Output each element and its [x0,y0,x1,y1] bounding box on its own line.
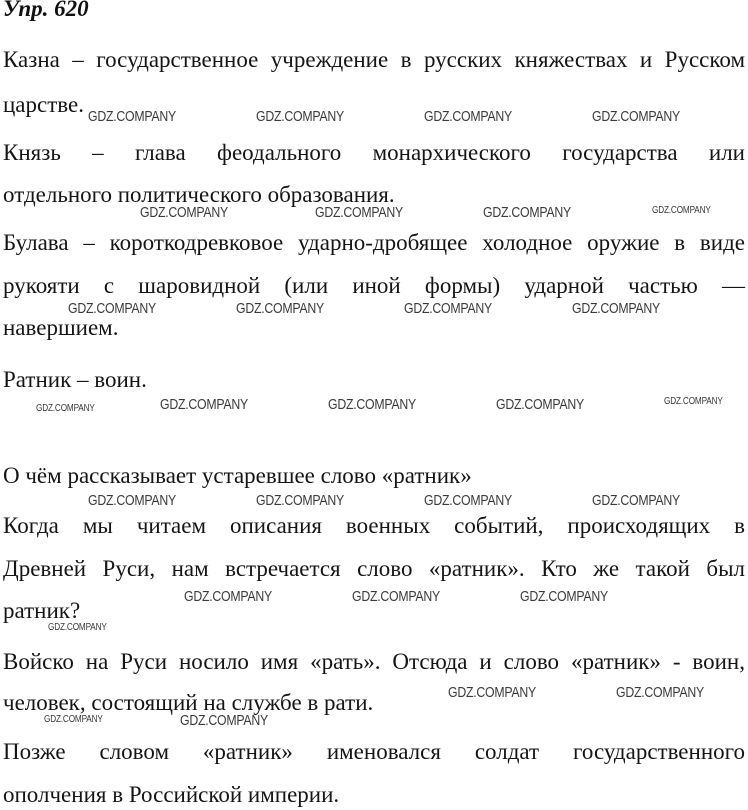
watermark: GDZ.COMPANY [448,684,536,701]
text-line: ратник? [3,598,81,623]
watermark: GDZ.COMPANY [140,204,228,221]
text-line: навершием. [3,315,119,340]
watermark: GDZ.COMPANY [424,492,512,509]
text-line: Казна – государственное учреждение в русских княжествах и Русском [3,47,745,72]
watermark: GDZ.COMPANY [592,108,680,125]
watermark: GDZ.COMPANY [404,300,492,317]
watermark: GDZ.COMPANY [572,300,660,317]
watermark: GDZ.COMPANY [616,684,704,701]
text-line: Булава – короткодревковое ударно-дробящее холодное оружие в виде [3,230,745,255]
watermark: GDZ.COMPANY [36,403,95,414]
text-line: Когда мы читаем описания военных событий, происходящих в [3,513,745,538]
watermark: GDZ.COMPANY [315,204,403,221]
watermark: GDZ.COMPANY [180,712,268,729]
text-line: Князь – глава феодального монархического государства или [3,140,745,165]
text-line: царстве. [3,92,84,117]
watermark: GDZ.COMPANY [483,204,571,221]
text-line: Ратник – воин. [3,367,147,392]
watermark: GDZ.COMPANY [664,396,723,407]
watermark: GDZ.COMPANY [592,492,680,509]
watermark: GDZ.COMPANY [48,622,107,633]
watermark: GDZ.COMPANY [160,396,248,413]
watermark: GDZ.COMPANY [328,396,416,413]
watermark: GDZ.COMPANY [88,108,176,125]
watermark: GDZ.COMPANY [424,108,512,125]
watermark: GDZ.COMPANY [520,588,608,605]
watermark: GDZ.COMPANY [44,714,103,725]
exercise-title: Упр. 620 [3,0,89,21]
watermark: GDZ.COMPANY [256,108,344,125]
text-line: ополчения в Российской империи. [3,782,340,807]
text-line: Войско на Руси носило имя «рать». Отсюда и слово «ратник» - воин, [3,649,745,674]
text-line: отдельного политического образования. [3,182,395,207]
watermark: GDZ.COMPANY [352,588,440,605]
watermark: GDZ.COMPANY [184,588,272,605]
watermark: GDZ.COMPANY [88,492,176,509]
text-line: Древней Руси, нам встречается слово «ратник». Кто же такой был [3,556,745,581]
text-line: Позже словом «ратник» именовался солдат государственного [3,739,745,764]
watermark: GDZ.COMPANY [236,300,324,317]
watermark: GDZ.COMPANY [256,492,344,509]
watermark: GDZ.COMPANY [652,205,711,216]
watermark: GDZ.COMPANY [496,396,584,413]
watermark: GDZ.COMPANY [68,300,156,317]
text-line: рукояти с шаровидной (или иной формы) ударной частью — [3,273,745,298]
section-heading: О чём рассказывает устаревшее слово «ратник» [3,463,472,488]
text-line: человек, состоящий на службе в рати. [3,690,374,715]
